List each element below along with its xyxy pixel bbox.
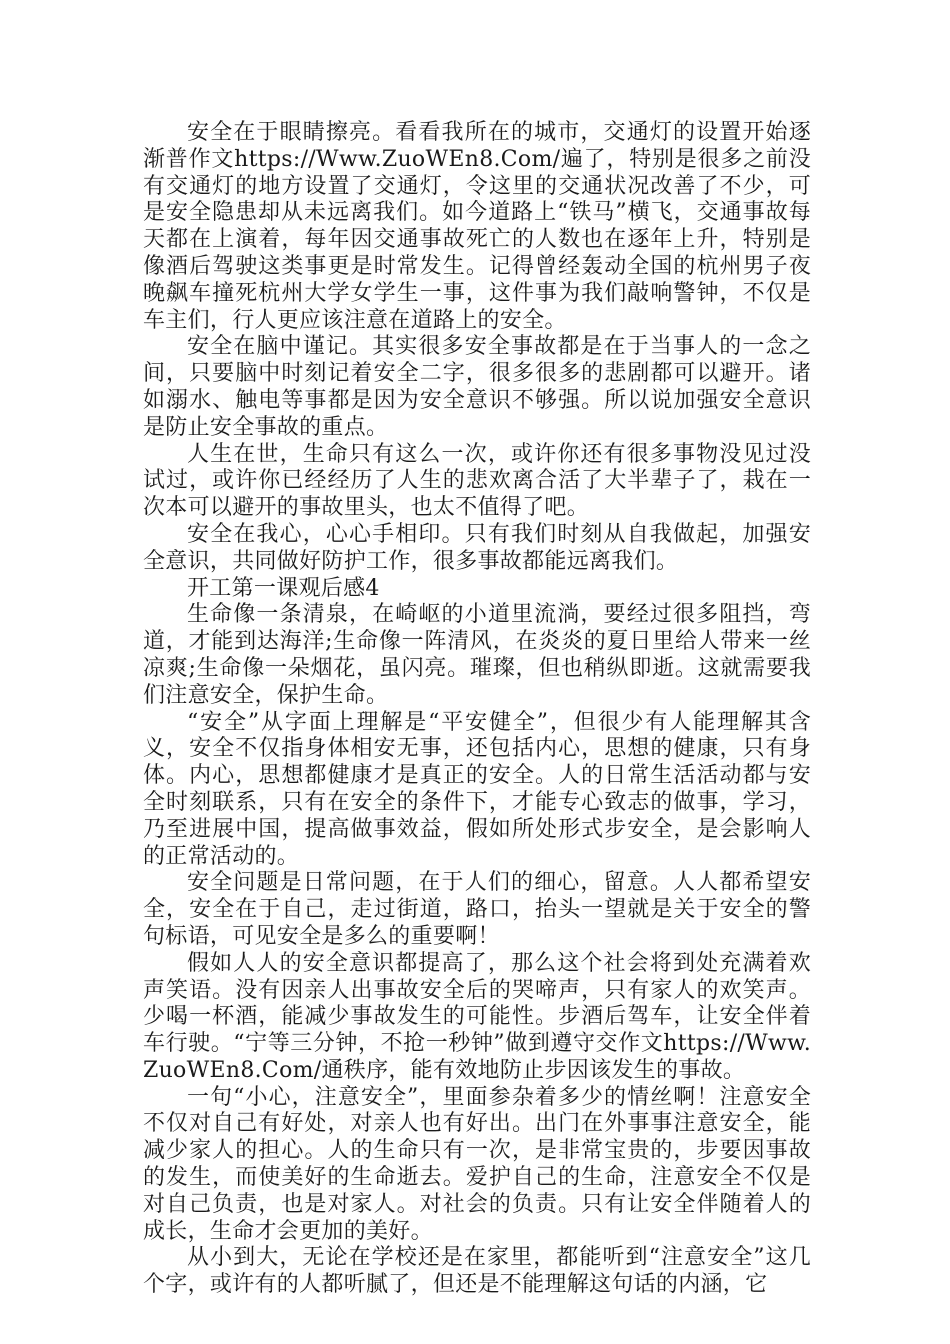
paragraph-2: 安全在脑中谨记。其实很多安全事故都是在于当事人的一念之间，只要脑中时刻记着安全二字，很多很多的悲剧都可以避开。诸如溺水、触电等事都是因为安全意识不够强。所以说加强安全意识是防止安全事故的重点。 [143,334,811,440]
paragraph-8: 假如人人的安全意识都提高了，那么这个社会将到处充满着欢声笑语。没有因亲人出事故安全后的哭啼声，只有家人的欢笑声。少喝一杯酒，能减少事故发生的可能性。步酒后驾车，让安全伴着车行驶。“宁等三分钟，不抢一秒钟”做到遵守交作文https://Www.ZuoWEn8.Com/通秩序，能有效地防止步因该发生的事故。 [143,950,811,1083]
paragraph-9: 一句“小心，注意安全”，里面参杂着多少的情丝啊！注意安全不仅对自己有好处，对亲人也有好出。出门在外事事注意安全，能减少家人的担心。人的生命只有一次，是非常宝贵的，步要因事故的发生，而使美好的生命逝去。爱护自己的生命，注意安全不仅是对自己负责，也是对家人。对社会的负责。只有让安全伴随着人的成长，生命才会更加的美好。 [143,1084,811,1244]
paragraph-1: 安全在于眼睛擦亮。看看我所在的城市，交通灯的设置开始逐渐普作文https://Www.ZuoWEn8.Com/遍了，特别是很多之前没有交通灯的地方设置了交通灯，令这里的交通状况改善了不少，可是安全隐患却从未远离我们。如今道路上“铁马”横飞，交通事故每天都在上演着，每年因交通事故死亡的人数也在逐年上升，特别是像酒后驾驶这类事更是时常发生。记得曾经轰动全国的杭州男子夜晚飙车撞死杭州大学女学生一事，这件事为我们敲响警钟，不仅是车主们，行人更应该注意在道路上的安全。 [143,120,811,333]
paragraph-7: 安全问题是日常问题，在于人们的细心，留意。人人都希望安全，安全在于自己，走过街道，路口，抬头一望就是关于安全的警句标语，可见安全是多么的重要啊！ [143,870,811,949]
document-body [143,120,811,1299]
section-heading: 开工第一课观后感4 [187,575,380,601]
paragraph-6: “安全”从字面上理解是“平安健全”，但很少有人能理解其含义，安全不仅指身体相安无事，还包括内心，思想的健康，只有身体。内心，思想都健康才是真正的安全。人的日常生活活动都与安全时刻联系，只有在安全的条件下，才能专心致志的做事，学习，乃至进展中国，提高做事效益，假如所处形式步安全，是会影响人的正常活动的。 [143,709,811,869]
paragraph-4: 安全在我心，心心手相印。只有我们时刻从自我做起，加强安全意识，共同做好防护工作，很多事故都能远离我们。 [143,521,811,574]
paragraph-5: 生命像一条清泉，在崎岖的小道里流淌，要经过很多阻挡，弯道，才能到达海洋;生命像一阵清风，在炎炎的夏日里给人带来一丝凉爽;生命像一朵烟花，虽闪亮。璀璨，但也稍纵即逝。这就需要我们注意安全，保护生命。 [143,602,811,708]
paragraph-3: 人生在世，生命只有这么一次，或许你还有很多事物没见过没试过，或许你已经经历了人生的悲欢离合活了大半辈子了，栽在一次本可以避开的事故里头，也太不值得了吧。 [143,441,811,521]
paragraph-10: 从小到大，无论在学校还是在家里，都能听到“注意安全”这几个字，或许有的人都听腻了，但还是不能理解这句话的内涵，它 [143,1245,811,1298]
